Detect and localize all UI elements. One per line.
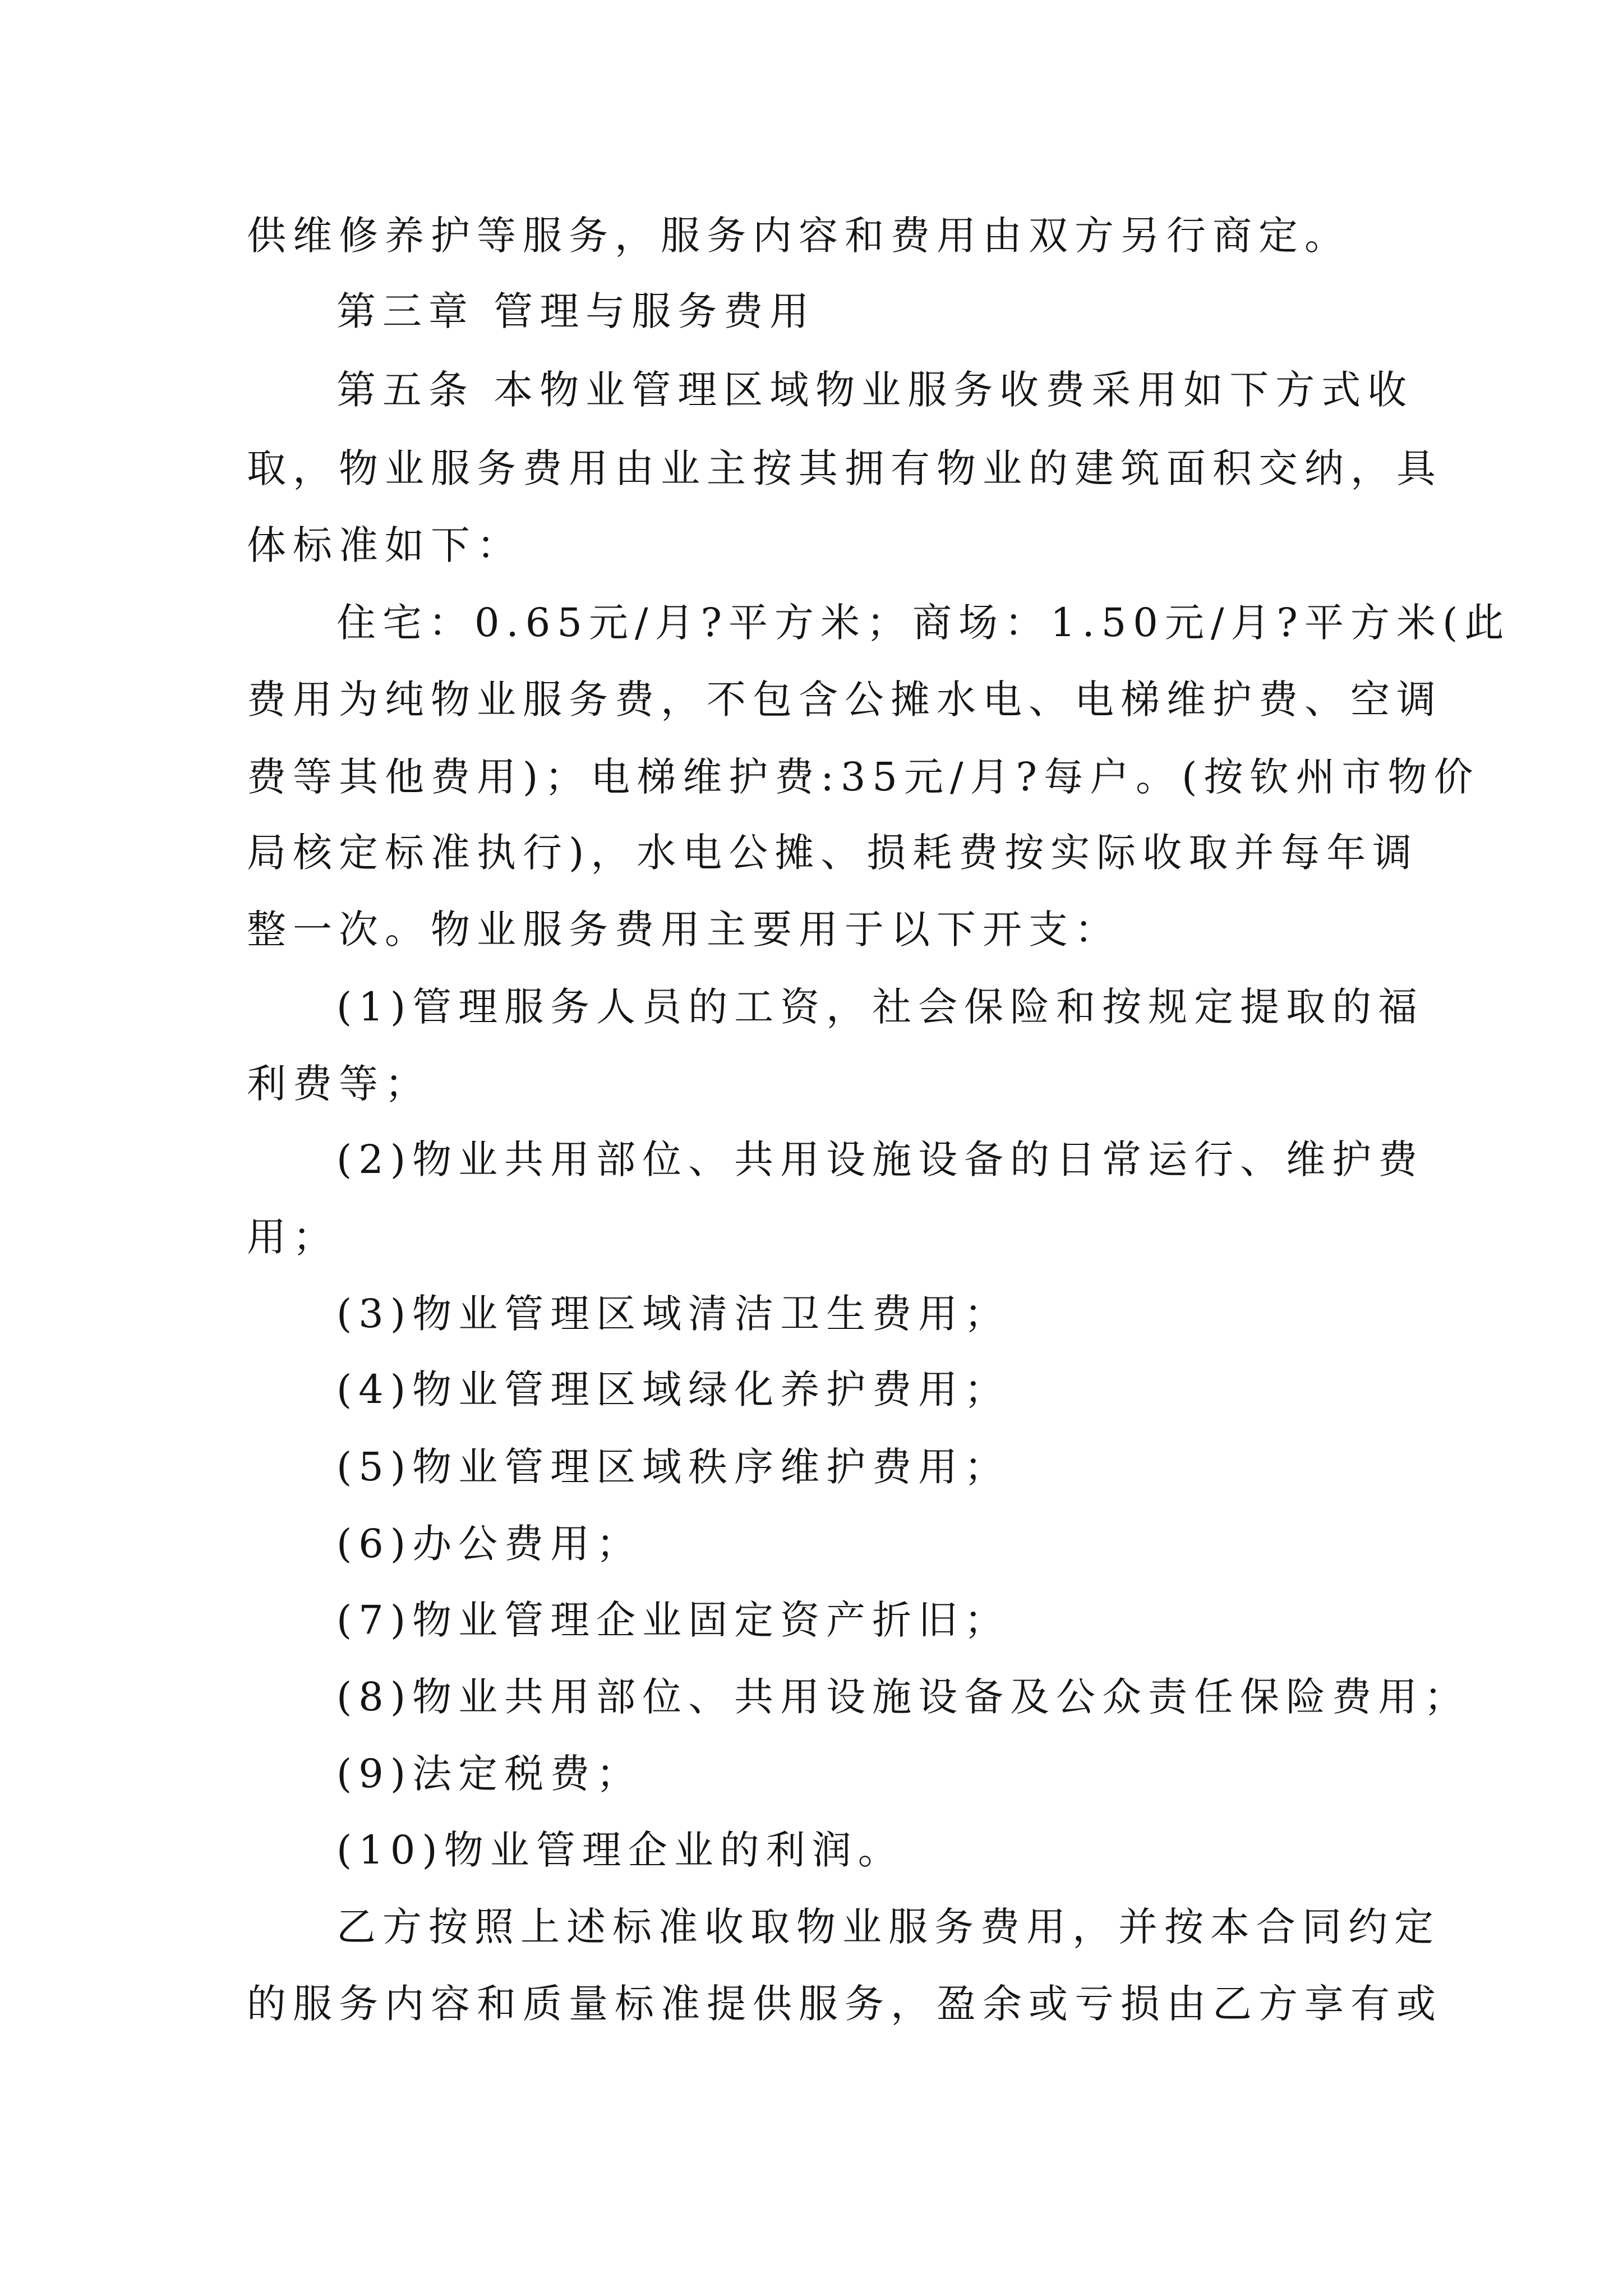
list-item: (9)法定税费； bbox=[336, 1751, 643, 1797]
text-line: 用； bbox=[247, 1214, 339, 1260]
text-line: 的服务内容和质量标准提供服务，盈余或亏损由乙方享有或 bbox=[247, 1981, 1442, 2027]
list-item: (10)物业管理企业的利润。 bbox=[336, 1827, 904, 1873]
list-item: (5)物业管理区域秩序维护费用； bbox=[336, 1444, 1011, 1490]
text-line: 整一次。物业服务费用主要用于以下开支： bbox=[247, 907, 1121, 953]
text-line: 利费等； bbox=[247, 1061, 431, 1107]
list-item: (6)办公费用； bbox=[336, 1521, 643, 1567]
list-item: (4)物业管理区域绿化养护费用； bbox=[336, 1366, 1011, 1412]
list-item: (8)物业共用部位、共用设施设备及公众责任保险费用； bbox=[336, 1674, 1470, 1720]
text-line: 住宅：0.65元/月?平方米；商场：1.50元/月?平方米(此 bbox=[336, 600, 1511, 646]
text-line: 局核定标准执行)，水电公摊、损耗费按实际收取并每年调 bbox=[247, 830, 1419, 876]
list-item: (1)管理服务人员的工资，社会保险和按规定提取的福 bbox=[336, 984, 1424, 1030]
text-line: 体标准如下： bbox=[247, 522, 523, 568]
text-line: 乙方按照上述标准收取物业服务费用，并按本合同约定 bbox=[336, 1904, 1440, 1950]
text-line: 费用为纯物业服务费，不包含公摊水电、电梯维护费、空调 bbox=[247, 677, 1442, 723]
chapter-heading: 第三章 管理与服务费用 bbox=[336, 288, 816, 334]
list-item: (2)物业共用部位、共用设施设备的日常运行、维护费 bbox=[336, 1137, 1424, 1182]
text-line: 取，物业服务费用由业主按其拥有物业的建筑面积交纳，具 bbox=[247, 445, 1442, 491]
article-heading-line: 第五条 本物业管理区域物业服务收费采用如下方式收 bbox=[336, 367, 1414, 413]
text-line: 供维修养护等服务，服务内容和费用由双方另行商定。 bbox=[247, 213, 1350, 259]
text-line: 费等其他费用)；电梯维护费:35元/月?每户。(按钦州市物价 bbox=[247, 754, 1480, 800]
list-item: (3)物业管理区域清洁卫生费用； bbox=[336, 1291, 1011, 1337]
list-item: (7)物业管理企业固定资产折旧； bbox=[336, 1597, 1011, 1643]
